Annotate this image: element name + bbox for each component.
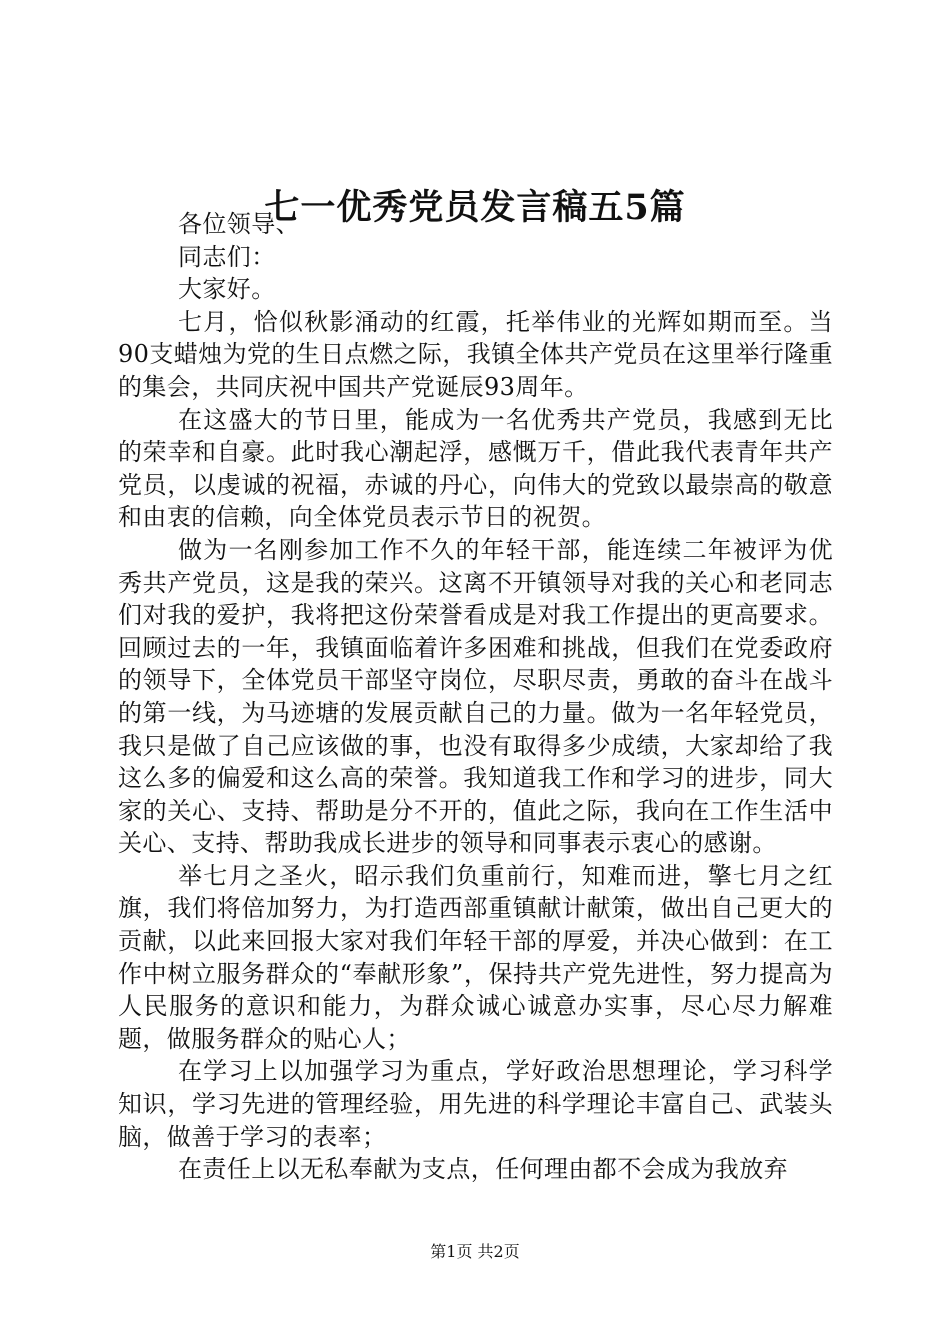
paragraph: 在责任上以无私奉献为支点，任何理由都不会成为我放弃 bbox=[178, 1155, 788, 1184]
paragraph: 做为一名刚参加工作不久的年轻干部，能连续二年被评为优秀共产党员，这是我的荣兴。这离不开镇领导对我的关心和老同志们对我的爱护，我将把这份荣誉看成是对我工作提出的更高要求。回顾过去的一年，我镇面临着许多困难和挑战，但我们在党委政府的领导下，全体党员干部坚守岗位，尽职尽责，勇敢的奋斗在战斗的第一线，为马迹塘的发展贡献自己的力量。做为一名年轻党员，我只是做了自己应该做的事，也没有取得多少成绩，大家却给了我这么多的偏爱和这么高的荣誉。我知道我工作和学习的进步，同大家的关心、支持、帮助是分不开的，值此之际，我向在工作生活中关心、支持、帮助我成长进步的领导和同事表示衷心的感谢。 bbox=[118, 535, 833, 858]
paragraph: 七月，恰似秋影涌动的红霞，托举伟业的光辉如期而至。当90支蜡烛为党的生日点燃之际，我镇全体共产党员在这里举行隆重的集会，共同庆祝中国共产党诞辰93周年。 bbox=[118, 307, 833, 401]
page-footer: 第1页 共2页 bbox=[430, 1242, 520, 1261]
paragraph-greeting: 大家好。 bbox=[178, 275, 276, 304]
paragraph: 举七月之圣火，昭示我们负重前行，知难而进，擎七月之红旗，我们将倍加努力，为打造西部重镇献计献策，做出自己更大的贡献，以此来回报大家对我们年轻干部的厚爱，并决心做到：在工作中树立服务群众的“奉献形象”，保持共产党先进性，努力提高为人民服务的意识和能力，为群众诚心诚意办实事，尽心尽力解难题，做服务群众的贴心人； bbox=[118, 861, 833, 1053]
paragraph-salutation-2: 同志们： bbox=[178, 242, 276, 271]
paragraph: 在这盛大的节日里，能成为一名优秀共产党员，我感到无比的荣幸和自豪。此时我心潮起浮，感慨万千，借此我代表青年共产党员，以虔诚的祝福，赤诚的丹心，向伟大的党致以最崇高的敬意和由衷的信赖，向全体党员表示节日的祝贺。 bbox=[118, 405, 833, 532]
paragraph-salutation-1: 各位领导、 bbox=[178, 210, 300, 238]
paragraph: 在学习上以加强学习为重点，学好政治思想理论，学习科学知识，学习先进的管理经验，用先进的科学理论丰富自己、武装头脑，做善于学习的表率； bbox=[118, 1057, 833, 1151]
document-body bbox=[118, 208, 833, 1186]
document-title: 七一优秀党员发言稿五5篇 bbox=[264, 187, 686, 228]
